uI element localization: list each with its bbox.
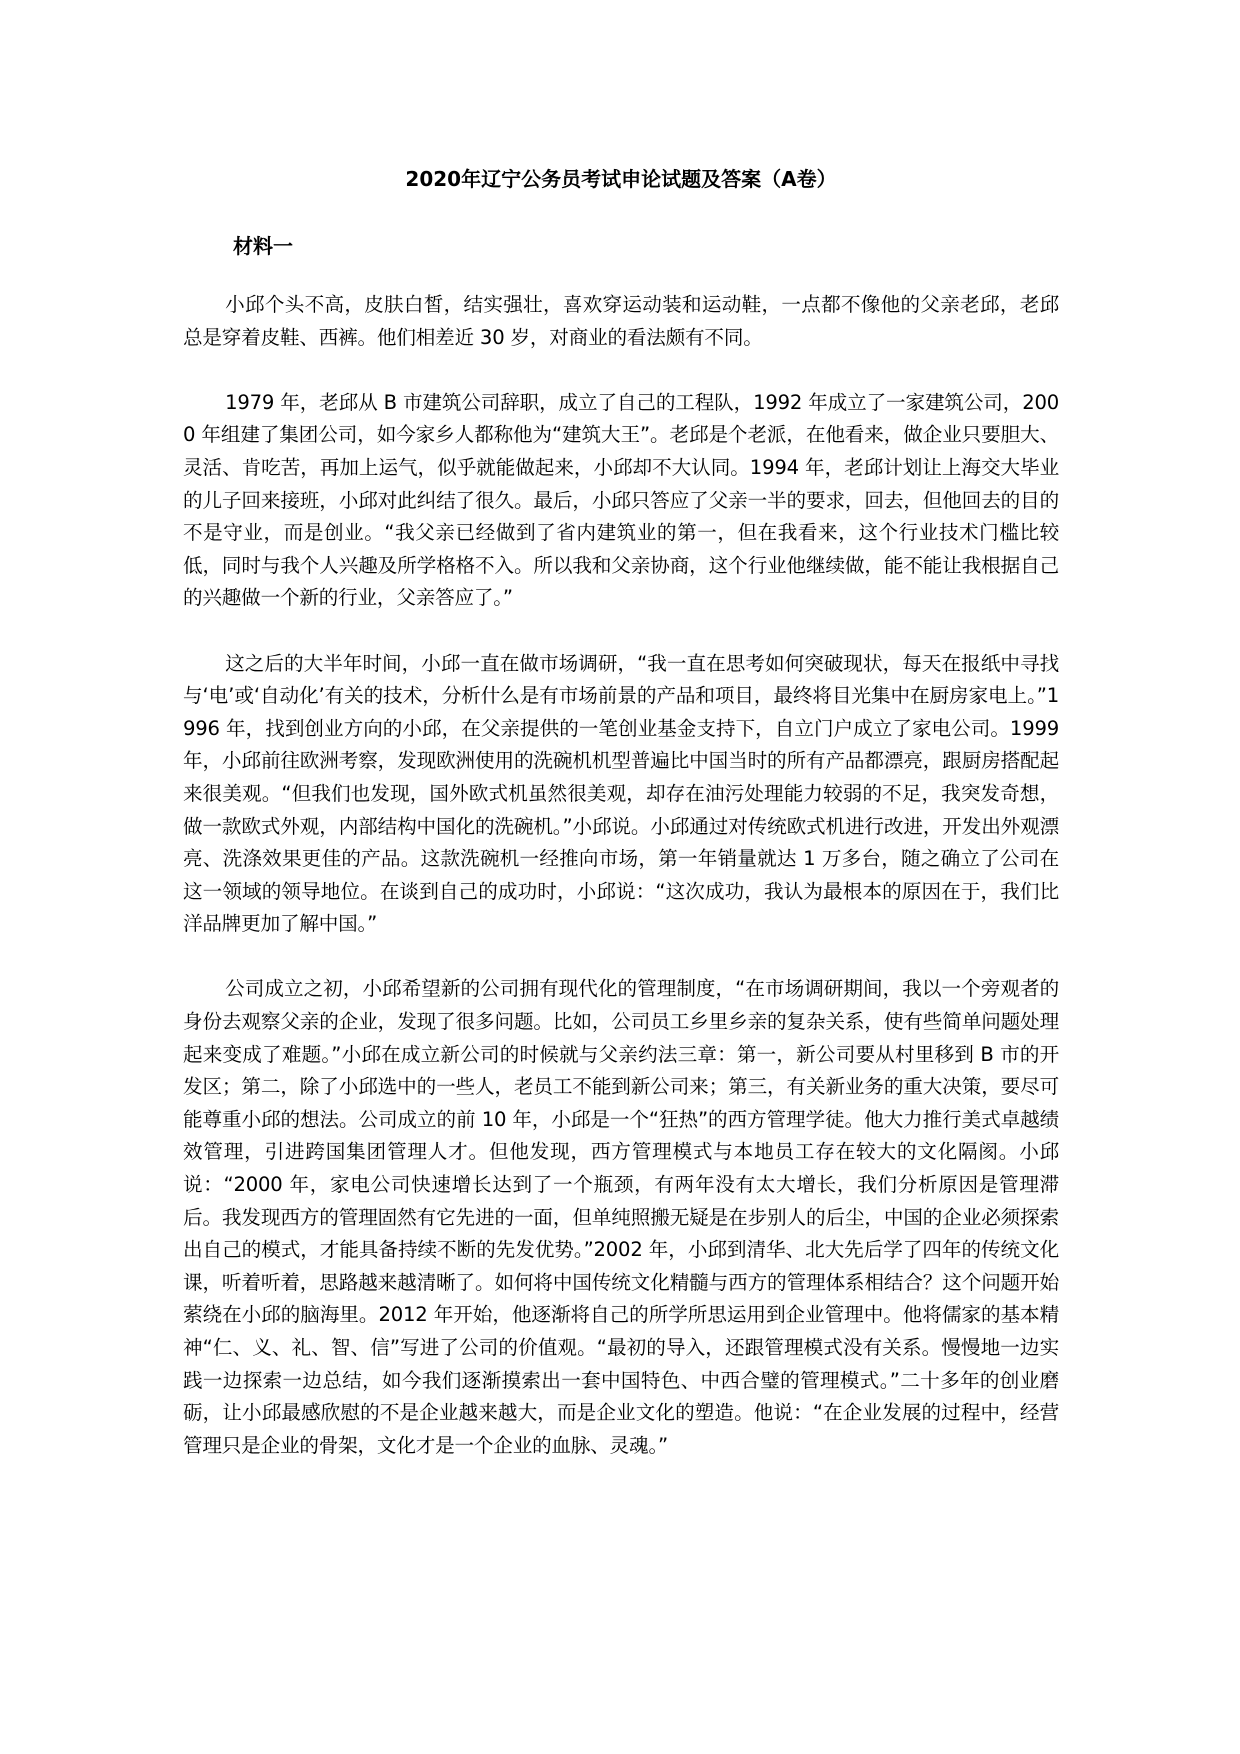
paragraph: 小邱个头不高，皮肤白皙，结实强壮，喜欢穿运动装和运动鞋，一点都不像他的父亲老邱，老邱总是穿着皮鞋、西裤。他们相差近 30 岁，对商业的看法颇有不同。 <box>183 293 1059 349</box>
section-heading: 材料一 <box>233 234 293 258</box>
paragraph: 这之后的大半年时间，小邱一直在做市场调研，“我一直在思考如何突破现状，每天在报纸中寻找与‘电’或‘自动化’有关的技术，分析什么是有市场前景的产品和项目，最终将目光集中在厨房家电上。”1996 年，找到创业方向的小邱，在父亲提供的一笔创业基金支持下，自立门户成立了家电公司。1999 年，小邱前往欧洲考察，发现欧洲使用的洗碗机机型普遍比中国当时的所有产品都漂亮，跟厨房搭配起来很美观。“但我们也发现，国外欧式机虽然很美观，却存在油污处理能力较弱的不足，我突发奇想，做一款欧式外观，内部结构中国化的洗碗机。”小邱说。小邱通过对传统欧式机进行改进，开发出外观漂亮、洗涤效果更佳的产品。这款洗碗机一经推向市场，第一年销量就达 1 万多台，随之确立了公司在这一领域的领导地位。在谈到自己的成功时，小邱说：“这次成功，我认为最根本的原因在于，我们比洋品牌更加了解中国。” <box>183 651 1059 936</box>
document-body <box>183 289 1059 1495</box>
paragraph: 公司成立之初，小邱希望新的公司拥有现代化的管理制度，“在市场调研期间，我以一个旁观者的身份去观察父亲的企业，发现了很多问题。比如，公司员工乡里乡亲的复杂关系，使有些简单问题处理起来变成了难题。”小邱在成立新公司的时候就与父亲约法三章：第一，新公司要从村里移到 B 市的开发区；第二，除了小邱选中的一些人，老员工不能到新公司来；第三，有关新业务的重大决策，要尽可能尊重小邱的想法。公司成立的前 10 年，小邱是一个“狂热”的西方管理学徒。他大力推行美式卓越绩效管理，引进跨国集团管理人才。但他发现，西方管理模式与本地员工存在较大的文化隔阂。小邱说：“2000 年，家电公司快速增长达到了一个瓶颈，有两年没有太大增长，我们分析原因是管理滞后。我发现西方的管理固然有它先进的一面，但单纯照搬无疑是在步别人的后尘，中国的企业必须探索出自己的模式，才能具备持续不断的先发优势。”2002 年，小邱到清华、北大先后学了四年的传统文化课，听着听着，思路越来越清晰了。如何将中国传统文化精髓与西方的管理体系相结合？这个问题开始萦绕在小邱的脑海里。2012 年开始，他逐渐将自己的所学所思运用到企业管理中。他将儒家的基本精神“仁、义、礼、智、信”写进了公司的价值观。“最初的导入，还跟管理模式没有关系。慢慢地一边实践一边探索一边总结，如今我们逐渐摸索出一套中国特色、中西合璧的管理模式。”二十多年的创业磨砺，让小邱最感欣慰的不是企业越来越大，而是企业文化的塑造。他说：“在企业发展的过程中，经营管理只是企业的骨架，文化才是一个企业的血脉、灵魂。” <box>183 977 1059 1457</box>
paragraph: 1979 年，老邱从 B 市建筑公司辞职，成立了自己的工程队，1992 年成立了一家建筑公司，2000 年组建了集团公司，如今家乡人都称他为“建筑大王”。老邱是个老派，在他看来，做企业只要胆大、灵活、肯吃苦，再加上运气，似乎就能做起来，小邱却不大认同。1994 年，老邱计划让上海交大毕业的儿子回来接班，小邱对此纠结了很久。最后，小邱只答应了父亲一半的要求，回去，但他回去的目的不是守业，而是创业。“我父亲已经做到了省内建筑业的第一，但在我看来，这个行业技术门槛比较低，同时与我个人兴趣及所学格格不入。所以我和父亲协商，这个行业他继续做，能不能让我根据自己的兴趣做一个新的行业，父亲答应了。” <box>183 390 1059 610</box>
document-title: 2020年辽宁公务员考试申论试题及答案（A卷） <box>405 167 837 191</box>
